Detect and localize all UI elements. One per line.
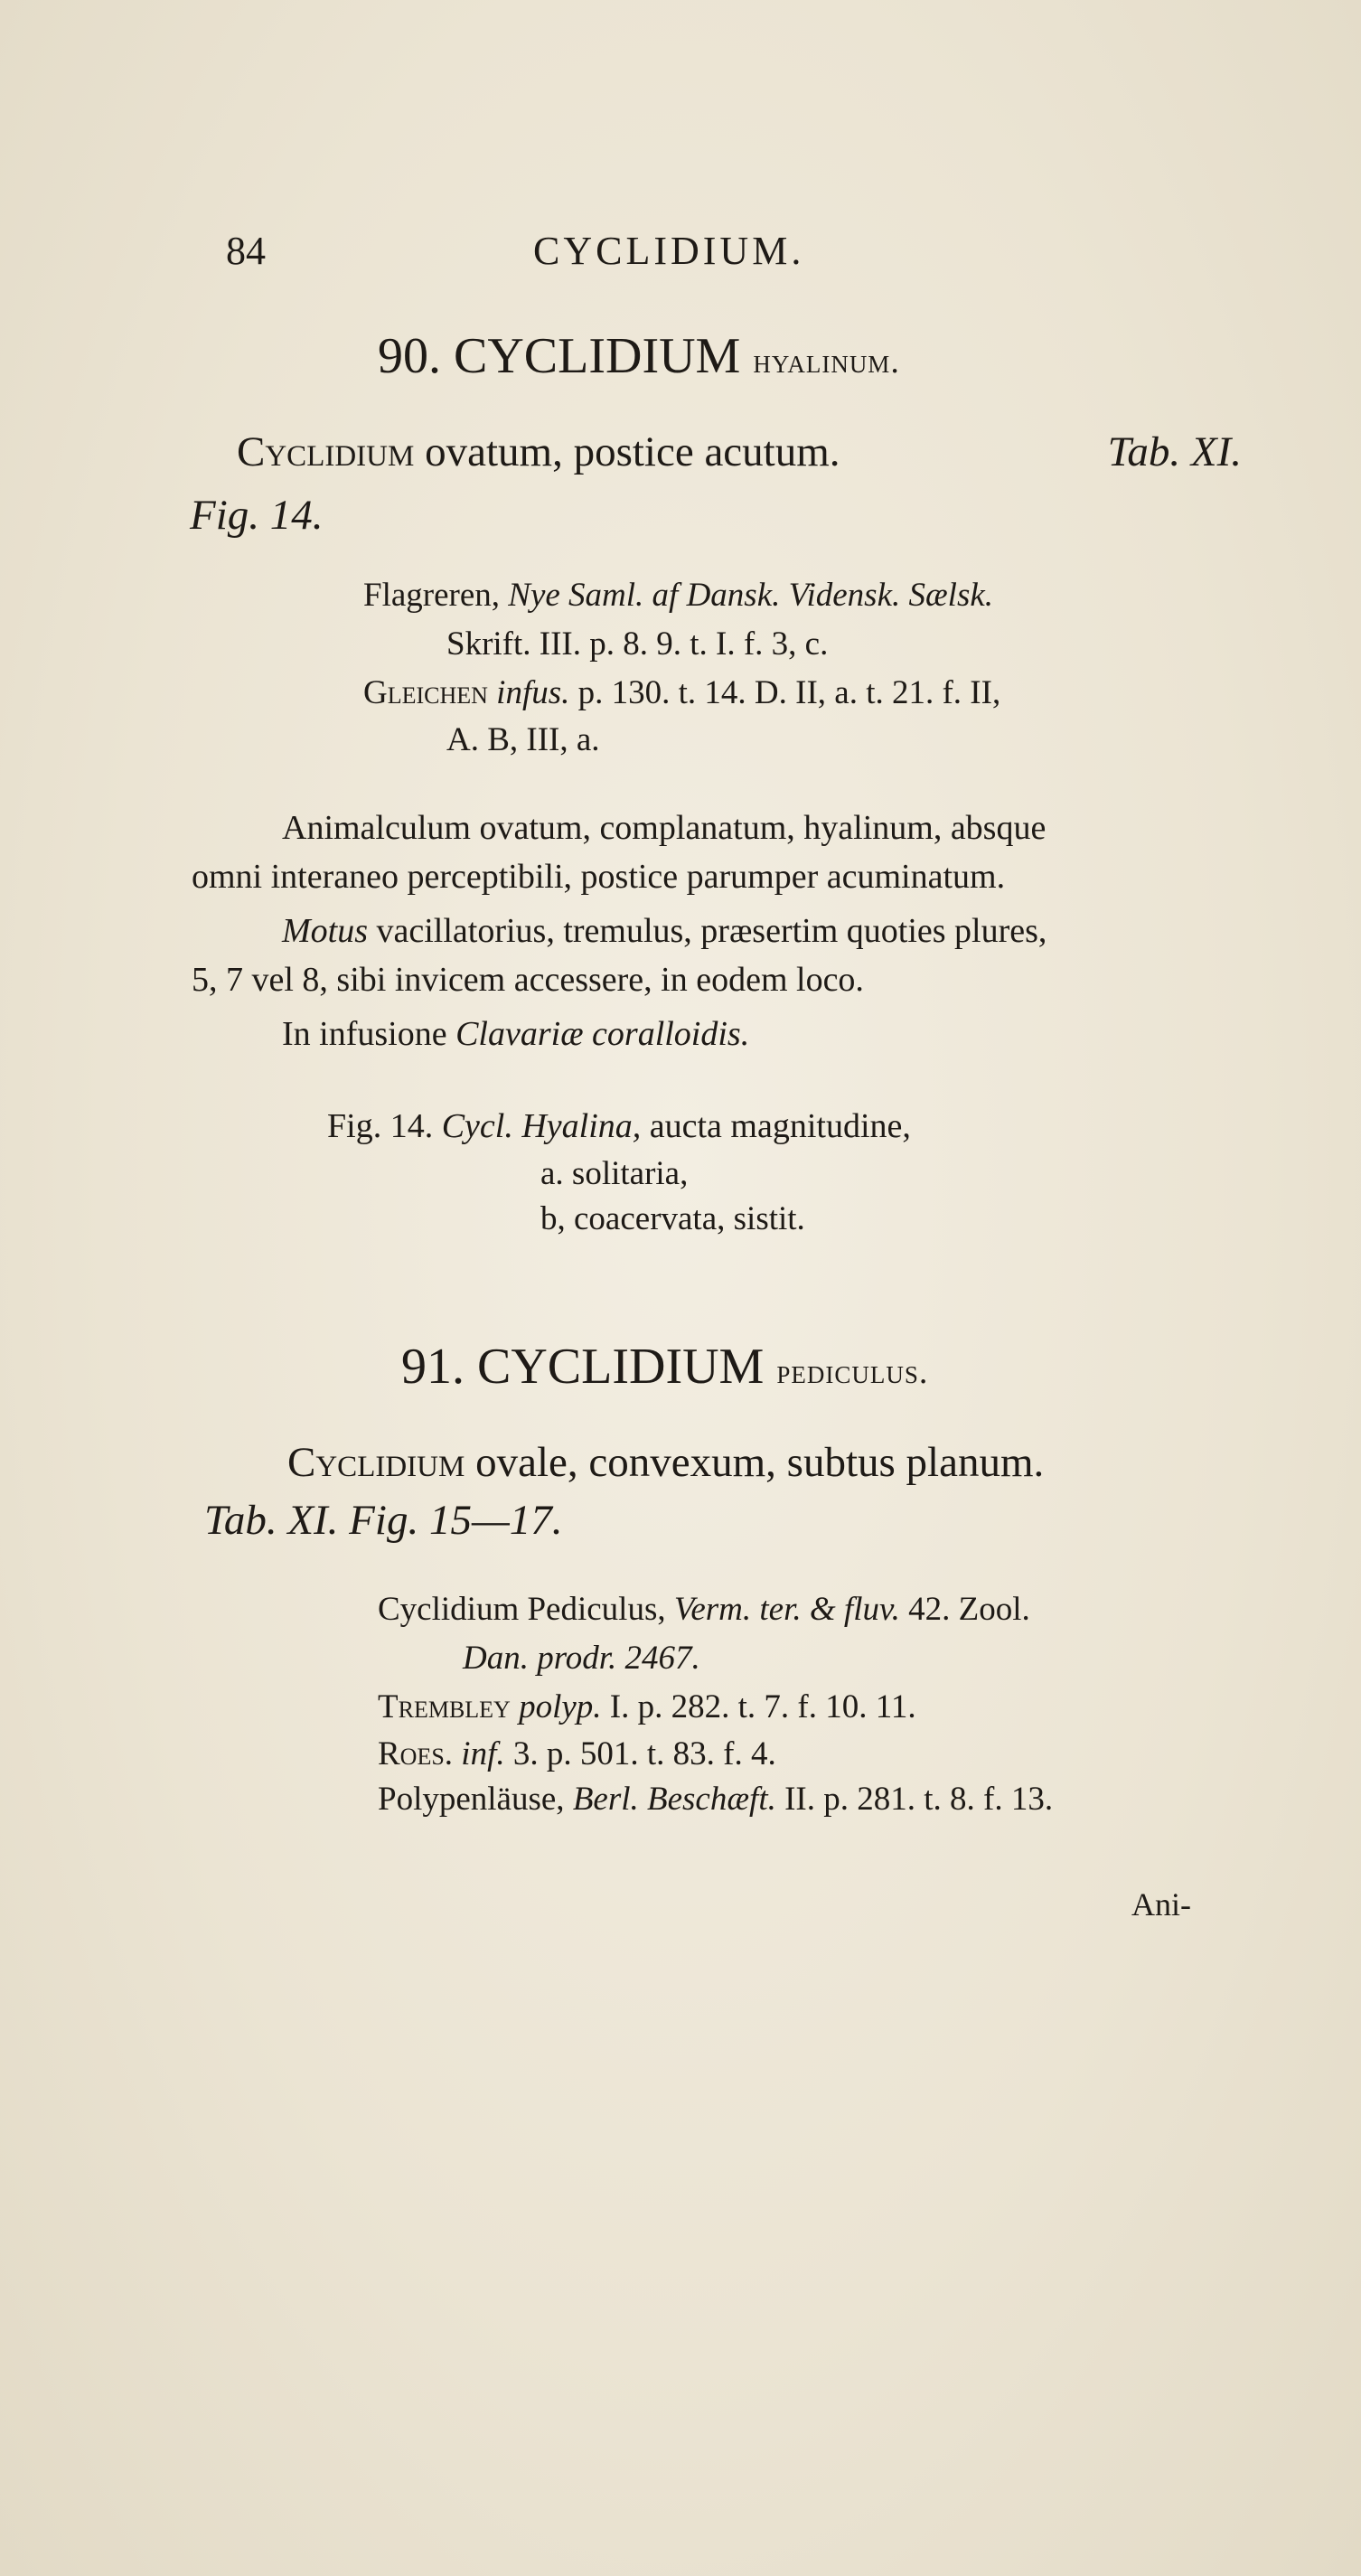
species-90-figure-item-a: a. solitaria, bbox=[540, 1155, 689, 1192]
species-90-heading: 90. CYCLIDIUM hyalinum. bbox=[378, 328, 900, 384]
species-91-synonym-4: Polypenläuse, Berl. Beschæft. II. p. 281. t. 8. f. 13. bbox=[378, 1781, 1054, 1818]
page-number: 84 bbox=[226, 229, 266, 273]
running-title: CYCLIDIUM. bbox=[533, 229, 805, 273]
species-90-figure-legend: Fig. 14. Cycl. Hyalina, aucta magnitudine, bbox=[327, 1107, 911, 1145]
species-91-diagnosis: Cyclidium ovale, convexum, subtus planum. bbox=[287, 1439, 1045, 1486]
species-90-diagnosis: Cyclidium ovatum, postice acutum. Tab. XI. bbox=[237, 428, 1242, 475]
species-90-synonym-1: Flagreren, Nye Saml. af Dansk. Vidensk. Sælsk. bbox=[363, 577, 994, 614]
running-head bbox=[226, 228, 804, 274]
species-91-synonym-3: Roes. inf. 3. p. 501. t. 83. f. 4. bbox=[378, 1735, 776, 1772]
species-90-figure-item-b: b, coacervata, sistit. bbox=[540, 1200, 805, 1237]
species-90-motus-line-1: Motus vacillatorius, tremulus, præsertim quoties plures, bbox=[282, 912, 1047, 950]
species-91-diagnosis-tabfig: Tab. XI. Fig. 15—17. bbox=[204, 1497, 563, 1544]
species-91-heading: 91. CYCLIDIUM pediculus. bbox=[401, 1339, 929, 1395]
species-91-synonym-1-cont: Dan. prodr. 2467. bbox=[463, 1640, 700, 1677]
species-91-synonym-2: Trembley polyp. I. p. 282. t. 7. f. 10. 11. bbox=[378, 1688, 916, 1725]
species-90-habitat: In infusione Clavariæ coralloidis. bbox=[282, 1015, 750, 1053]
species-90-synonym-2: Gleichen infus. p. 130. t. 14. D. II, a. t. 21. f. II, bbox=[363, 674, 1001, 711]
catchword: Ani- bbox=[1131, 1886, 1191, 1923]
species-90-motus-line-2: 5, 7 vel 8, sibi invicem accessere, in eodem loco. bbox=[192, 961, 864, 999]
species-90-description-line-2: omni interaneo perceptibili, postice parumper acuminatum. bbox=[192, 858, 1006, 896]
species-90-synonym-2-cont: A. B, III, a. bbox=[446, 721, 600, 758]
species-91-synonym-1: Cyclidium Pediculus, Verm. ter. & fluv. 42. Zool. bbox=[378, 1591, 1030, 1628]
species-90-diagnosis-fig: Fig. 14. bbox=[190, 492, 324, 539]
species-90-synonym-1-cont: Skrift. III. p. 8. 9. t. I. f. 3, c. bbox=[446, 625, 829, 663]
species-90-description-line-1: Animalculum ovatum, complanatum, hyalinum, absque bbox=[282, 809, 1047, 847]
